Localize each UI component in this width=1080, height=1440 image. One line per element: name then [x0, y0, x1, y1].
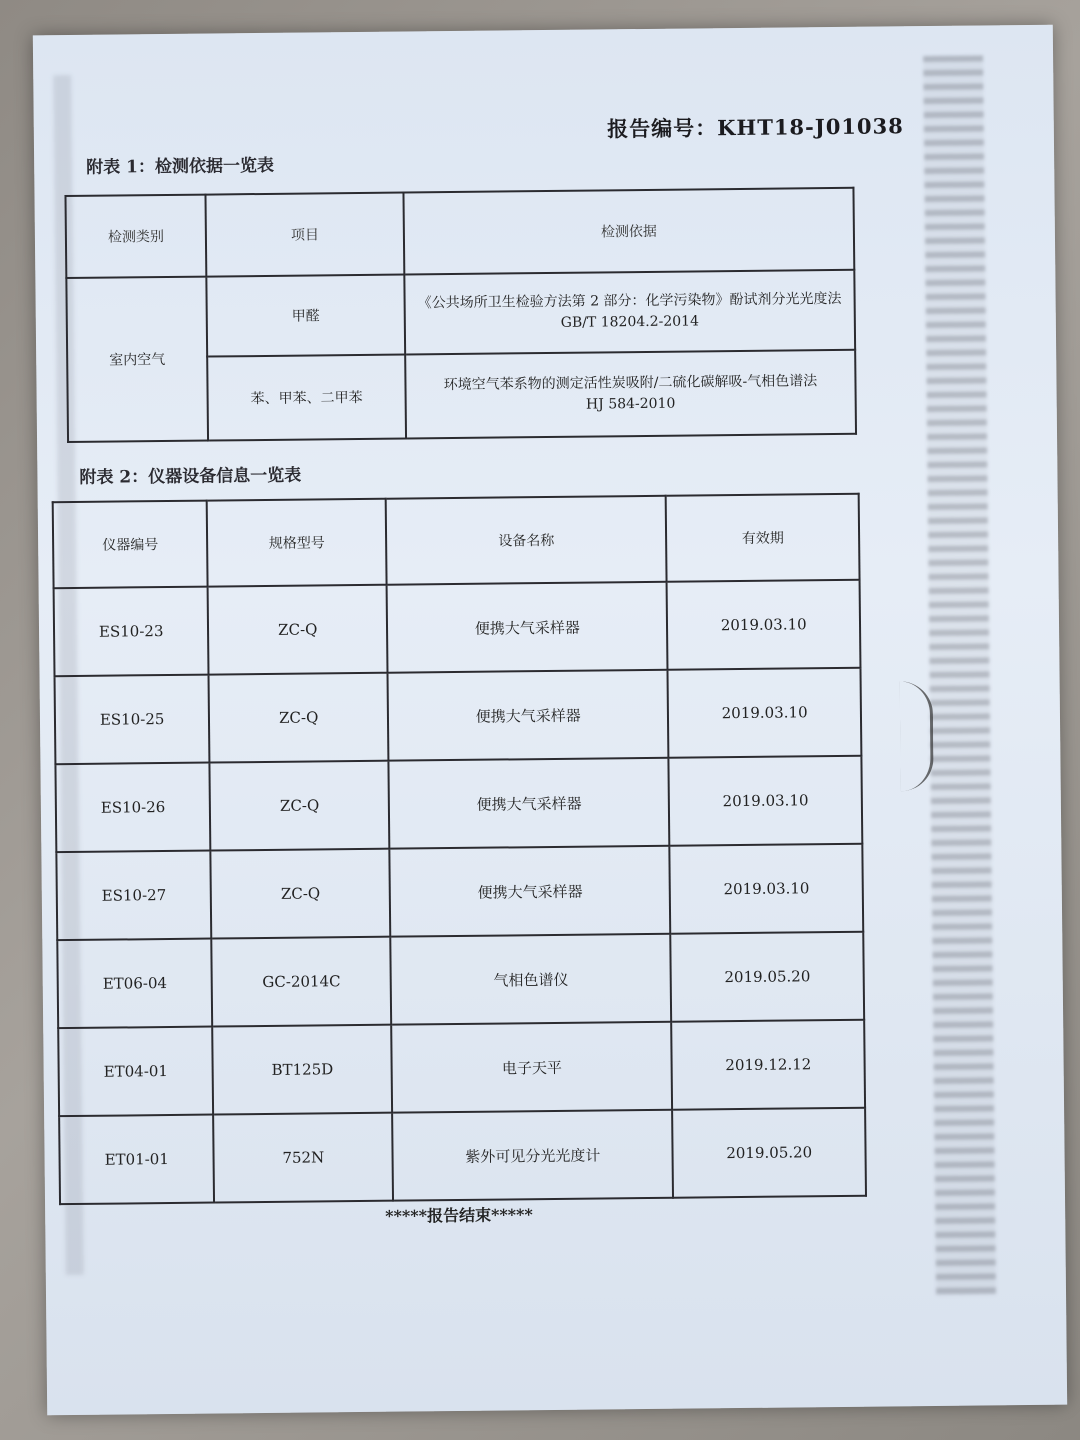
model-number: ZC-Q	[209, 673, 389, 763]
valid-until: 2019.03.10	[667, 580, 861, 670]
valid-until: 2019.03.10	[669, 756, 863, 846]
table-row	[56, 844, 863, 940]
basis-method: 《公共场所卫生检验方法第 2 部分：化学污染物》酚试剂分光光度法	[417, 290, 842, 312]
instrument-id: ET01-01	[59, 1115, 214, 1205]
equipment-name: 气相色谱仪	[390, 934, 671, 1025]
table2-header-validity: 有效期	[666, 494, 859, 582]
table2-header-id: 仪器编号	[53, 501, 208, 589]
instrument-id: ES10-26	[55, 763, 210, 853]
valid-until: 2019.03.10	[668, 668, 862, 758]
table-row	[54, 580, 861, 676]
basis-standard: HJ 584-2010	[585, 395, 676, 413]
equipment-name: 电子天平	[391, 1022, 672, 1113]
model-number: 752N	[213, 1113, 393, 1203]
table-row	[59, 1108, 866, 1204]
detection-basis-table	[64, 187, 857, 443]
model-number: GC-2014C	[212, 937, 392, 1027]
table1-category-cell: 室内空气	[66, 277, 208, 442]
table1-header-item: 项目	[205, 193, 404, 277]
table-row	[55, 756, 862, 852]
document-page	[33, 25, 1067, 1416]
instrument-id: ES10-27	[56, 851, 211, 941]
equipment-name: 紫外可见分光光度计	[392, 1110, 673, 1201]
instrument-id: ET06-04	[57, 939, 212, 1029]
table1-basis-cell	[405, 350, 856, 439]
table1-title: 附表 1：检测依据一览表	[86, 155, 275, 178]
table1-item-cell: 甲醛	[206, 275, 405, 357]
valid-until: 2019.03.10	[670, 844, 864, 934]
model-number: ZC-Q	[210, 761, 390, 851]
table-row	[55, 668, 862, 764]
table1-header-row	[65, 188, 854, 278]
model-number: ZC-Q	[208, 585, 388, 675]
basis-standard: GB/T 18204.2-2014	[560, 313, 700, 331]
table2-title: 附表 2：仪器设备信息一览表	[79, 465, 302, 488]
table2-header-name: 设备名称	[386, 496, 667, 585]
report-number: 报告编号：KHT18-J01038	[607, 113, 904, 142]
equipment-info-table	[52, 493, 867, 1205]
equipment-name: 便携大气采样器	[389, 846, 670, 937]
instrument-id: ES10-25	[55, 675, 210, 765]
table2-header-row	[53, 494, 860, 588]
valid-until: 2019.12.12	[672, 1020, 866, 1110]
basis-method: 环境空气苯系物的测定活性炭吸附/二硫化碳解吸-气相色谱法	[443, 373, 818, 394]
model-number: ZC-Q	[211, 849, 391, 939]
instrument-id: ET04-01	[58, 1027, 213, 1117]
report-end-text: *****报告结束*****	[385, 1205, 533, 1226]
table2-header-model: 规格型号	[207, 499, 387, 587]
equipment-name: 便携大气采样器	[387, 582, 668, 673]
equipment-name: 便携大气采样器	[388, 670, 669, 761]
table1-row	[66, 270, 855, 358]
table1-header-category: 检测类别	[65, 195, 206, 278]
model-number: BT125D	[213, 1025, 393, 1115]
valid-until: 2019.05.20	[672, 1108, 866, 1198]
table-row	[58, 1020, 865, 1116]
table1-item-cell: 苯、甲苯、二甲苯	[207, 354, 406, 440]
instrument-id: ES10-23	[54, 587, 209, 677]
margin-bracket-mark	[900, 681, 934, 791]
valid-until: 2019.05.20	[671, 932, 865, 1022]
toner-smudge-right	[923, 55, 996, 1296]
equipment-name: 便携大气采样器	[389, 758, 670, 849]
table1-header-basis: 检测依据	[403, 188, 854, 275]
table-row	[57, 932, 864, 1028]
table1-basis-cell	[404, 270, 855, 355]
